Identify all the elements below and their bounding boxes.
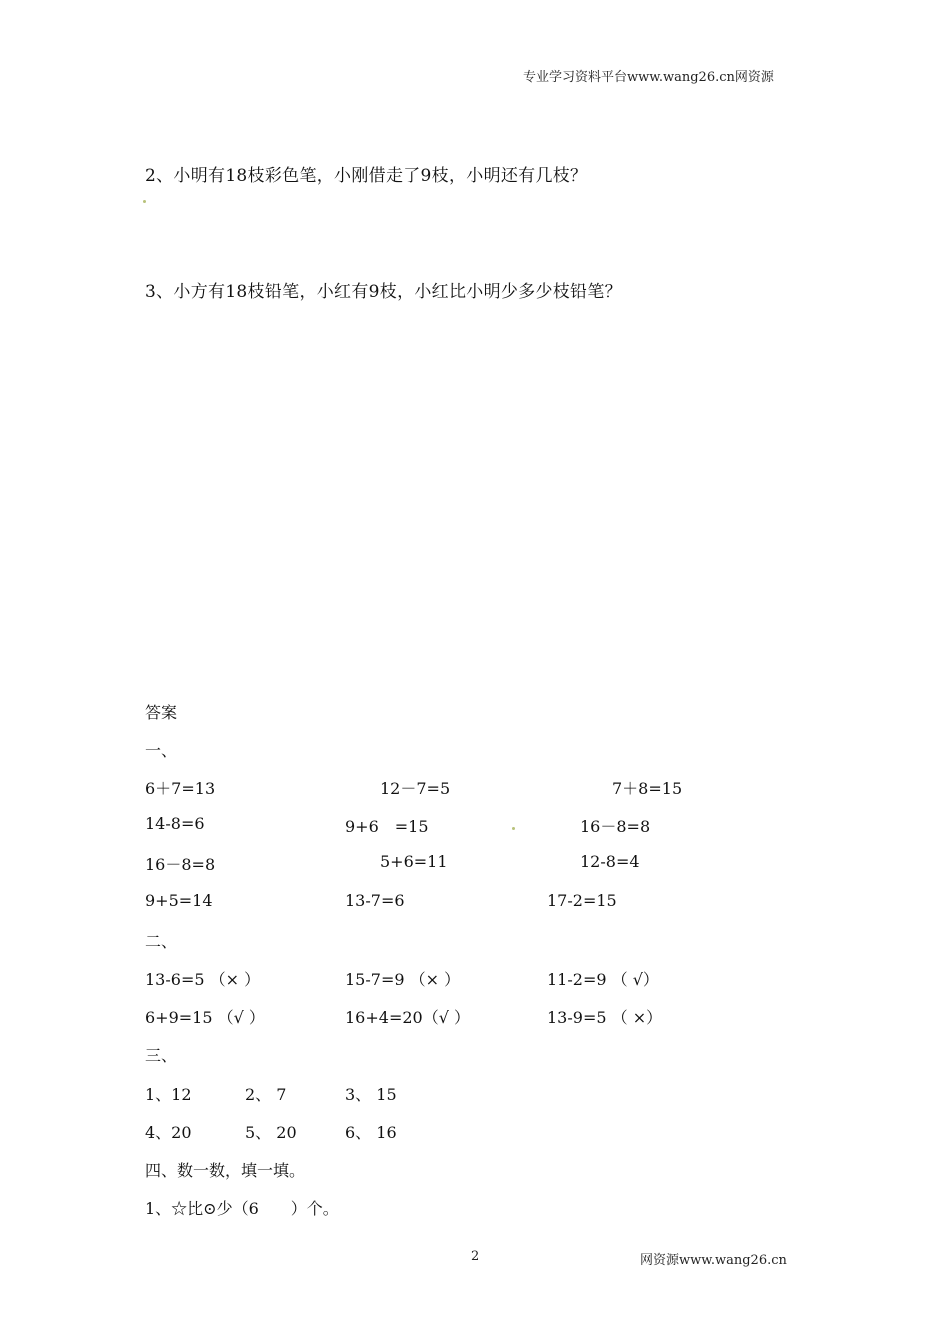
section-4-heading: 四、数一数，填一填。 [145, 1161, 306, 1180]
answer-cell: 1、12 [145, 1085, 192, 1104]
answer-cell: 16+4=20（√ ） [345, 1008, 470, 1027]
page-header: 专业学习资料平台www.wang26.cn网资源 [523, 70, 774, 85]
answer-cell: 9+6 =15 [345, 817, 429, 836]
answer-cell: 16－8=8 [145, 855, 216, 874]
answer-cell: 13-7=6 [345, 891, 405, 910]
answer-cell: 16－8=8 [580, 817, 651, 836]
answer-cell: 7＋8=15 [612, 779, 683, 798]
answer-cell: 13-9=5 （ ×） [547, 1008, 663, 1027]
answers-title: 答案 [145, 703, 178, 722]
answer-cell: 14-8=6 [145, 814, 205, 833]
answer-cell: 2、 7 [245, 1085, 287, 1104]
question-3: 3、小方有18枝铅笔，小红有9枝，小红比小明少多少枝铅笔？ [145, 282, 622, 302]
answer-cell: 3、 15 [345, 1085, 397, 1104]
answer-cell: 6＋7=13 [145, 779, 216, 798]
answer-cell: 13-6=5 （× ） [145, 970, 261, 989]
answer-cell: 11-2=9 （ √） [547, 970, 659, 989]
speck-mark [143, 200, 146, 203]
footer-site: 网资源www.wang26.cn [640, 1253, 787, 1268]
answer-cell: 6、 16 [345, 1123, 397, 1142]
answer-cell: 12-8=4 [580, 852, 640, 871]
speck-mark [512, 827, 515, 830]
section-2-heading: 二、 [145, 932, 178, 951]
section-4-line-1: 1、☆比⊙少（6 ）个。 [145, 1199, 339, 1218]
answer-cell: 9+5=14 [145, 891, 213, 910]
section-3-heading: 三、 [145, 1046, 178, 1065]
answer-cell: 5+6=11 [380, 852, 448, 871]
answer-cell: 15-7=9 （× ） [345, 970, 461, 989]
answer-cell: 17-2=15 [547, 891, 617, 910]
question-2: 2、小明有18枝彩色笔，小刚借走了9枝，小明还有几枝？ [145, 166, 588, 186]
section-1-heading: 一、 [145, 741, 178, 760]
answer-cell: 12－7=5 [380, 779, 451, 798]
answer-cell: 6+9=15 （√ ） [145, 1008, 265, 1027]
answer-cell: 4、20 [145, 1123, 192, 1142]
answer-cell: 5、 20 [245, 1123, 297, 1142]
page-number: 2 [471, 1249, 480, 1264]
